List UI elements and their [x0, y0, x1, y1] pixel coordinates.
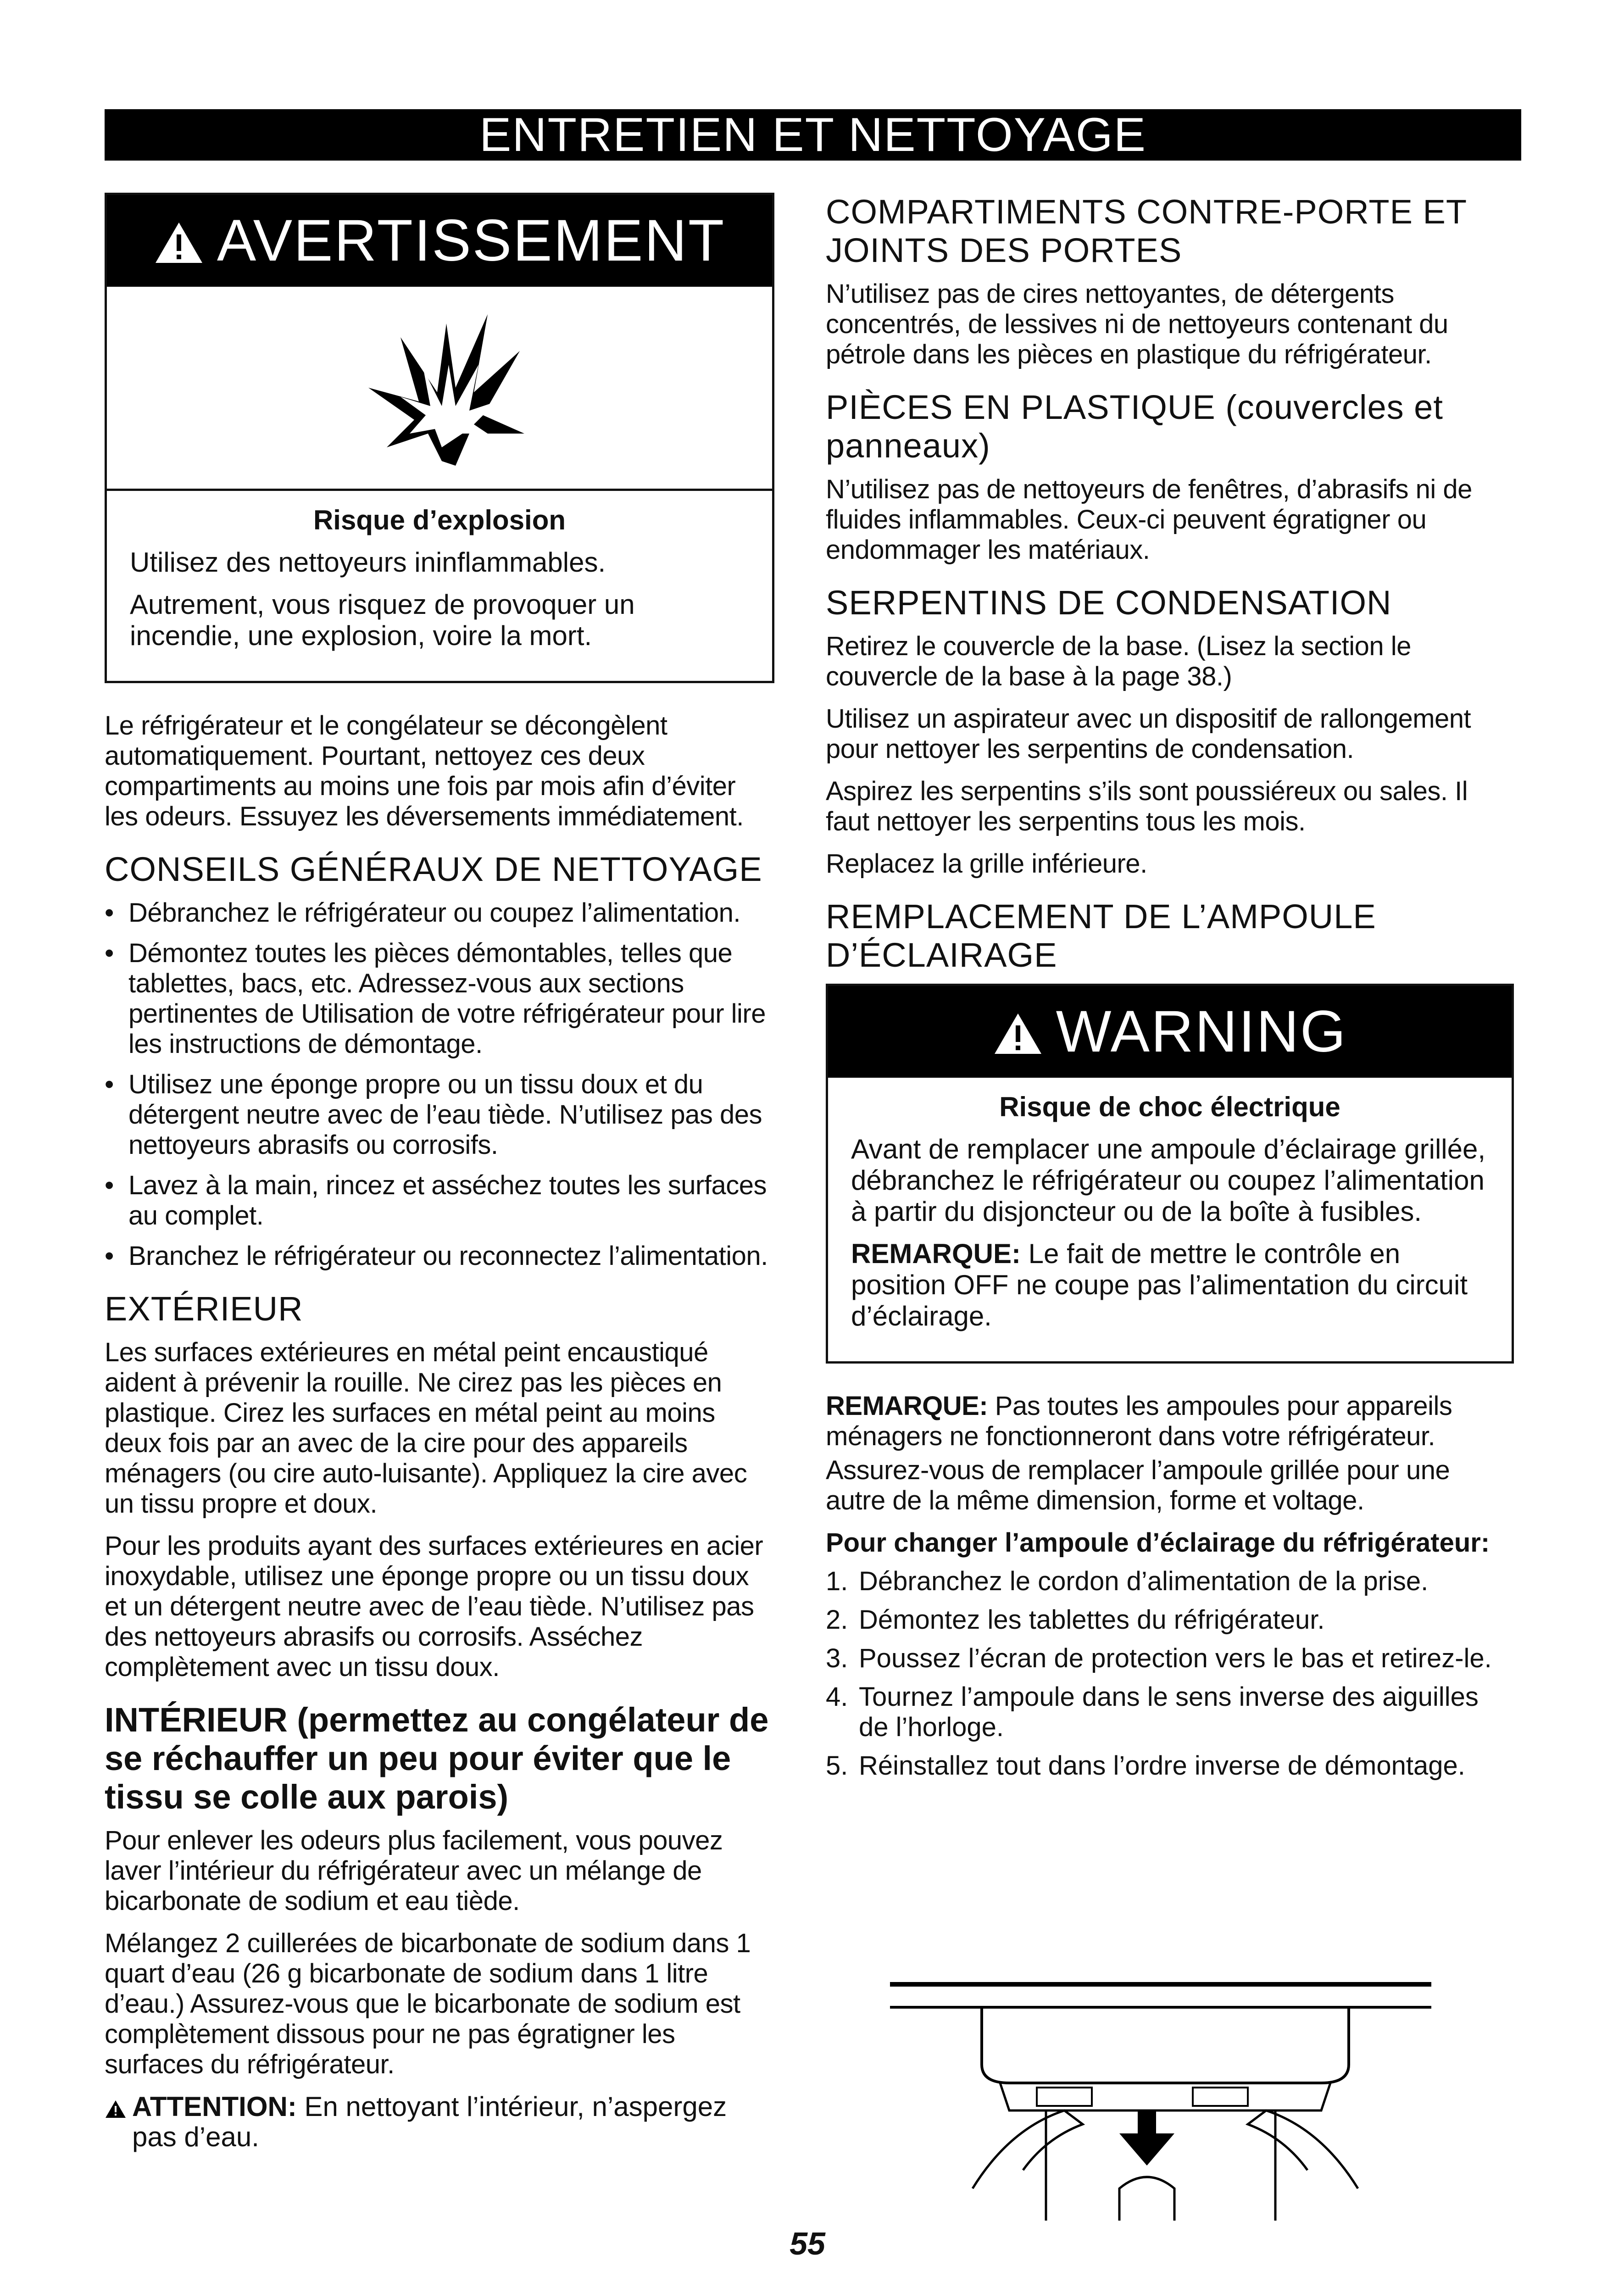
list-item: 4. Tournez l’ampoule dans le sens inverse des aiguilles de l’horloge. — [826, 1682, 1479, 1742]
list-item: • Lavez à la main, rincez et asséchez toutes les surfaces au complet. — [105, 1170, 767, 1231]
compartiments-paragraph: N’utilisez pas de cires nettoyantes, de détergents concentrés, de lessives ni de nettoyeurs contenant du pétrole dans les pièces en plastique du réfrigérateur. — [826, 279, 1448, 369]
warning-triangle-icon — [154, 199, 204, 291]
warning-line: Avant de remplacer une ampoule d’éclairage grillée, débranchez le réfrigérateur ou coupez l’alimentation à partir du disjoncteur ou de la boîte à fusibles. — [851, 1134, 1486, 1227]
section-banner: ENTRETIEN ET NETTOYAGE — [105, 109, 1521, 161]
interieur-heading: INTÉRIEUR (permettez au congélateur de se réchauffer un peu pour éviter que le tissu se colle aux parois) — [105, 1701, 769, 1816]
explosion-warning-box — [105, 193, 774, 683]
list-item: • Démontez toutes les pièces démontables, telles que tablettes, bacs, etc. Adressez-vous aux sections pertinentes de Utilisation de votre réfrigérateur pour lire les instructions de démontage. — [105, 938, 766, 1059]
electric-warning-box — [826, 984, 1514, 1364]
pieces-paragraph: N’utilisez pas de nettoyeurs de fenêtres, d’abrasifs ni de fluides inflammables. Ceux-ci peuvent égratigner ou endommager les matériaux. — [826, 474, 1472, 565]
attention-note: ATTENTION: En nettoyant l’intérieur, n’aspergez pas d’eau. — [105, 2092, 774, 2152]
serpentins-paragraph: Aspirez les serpentins s’ils sont poussiéreux ou sales. Il faut nettoyer les serpentins tous les mois. — [826, 776, 1468, 836]
intro-paragraph: Le réfrigérateur et le congélateur se décongèlent automatiquement. Pourtant, nettoyez ces deux compartiments au moins une fois par mois afin d’éviter les odeurs. Essuyez les déversements immédiatement. — [105, 711, 744, 831]
warning-risk-title: Risque de choc électrique — [999, 1091, 1340, 1122]
warning-remarque: REMARQUE: Le fait de mettre le contrôle en position OFF ne coupe pas l’alimentation du circuit d’éclairage. — [851, 1238, 1468, 1331]
page-number: 55 — [790, 2226, 825, 2261]
exterieur-heading: EXTÉRIEUR — [105, 1290, 303, 1328]
caution-triangle-icon — [105, 2094, 127, 2125]
steps-heading: Pour changer l’ampoule d’éclairage du réfrigérateur: — [826, 1528, 1490, 1558]
pieces-heading: PIÈCES EN PLASTIQUE (couvercles et panneaux) — [826, 388, 1443, 465]
warning-line: Autrement, vous risquez de provoquer un incendie, une explosion, voire la mort. — [130, 589, 635, 651]
list-item: 3. Poussez l’écran de protection vers le bas et retirez-le. — [826, 1643, 1492, 1673]
conseils-heading: CONSEILS GÉNÉRAUX DE NETTOYAGE — [105, 850, 762, 888]
warning-header — [828, 986, 1512, 1078]
warning-line: Utilisez des nettoyeurs ininflammables. — [130, 547, 606, 578]
warning-triangle-icon — [993, 990, 1043, 1082]
warning-header-text: WARNING — [1056, 999, 1347, 1064]
remarque-paragraph: Assurez-vous de remplacer l’ampoule grillée pour une autre de la même dimension, forme et voltage. — [826, 1455, 1450, 1515]
left-column — [105, 193, 774, 2152]
list-item: • Débranchez le réfrigérateur ou coupez l’alimentation. — [105, 898, 741, 928]
serpentins-heading: SERPENTINS DE CONDENSATION — [826, 584, 1392, 622]
exterieur-paragraph: Pour les produits ayant des surfaces extérieures en acier inoxydable, utilisez une éponge propre ou un tissu doux et un détergent neutre avec de l’eau tiède. N’utilisez pas des nettoyeurs abrasifs ou corrosifs. Asséchez complètement avec un tissu doux. — [105, 1531, 763, 1682]
interieur-paragraph: Pour enlever les odeurs plus facilement, vous pouvez laver l’intérieur du réfrigérateur avec un mélange de bicarbonate de sodium et eau tiède. — [105, 1826, 723, 1916]
warning-header — [107, 195, 772, 287]
explosion-icon — [107, 287, 772, 491]
serpentins-paragraph: Retirez le couvercle de la base. (Lisez la section le couvercle de la base à la page 38.) — [826, 631, 1411, 691]
list-item: 1. Débranchez le cordon d’alimentation de la prise. — [826, 1566, 1429, 1596]
conseils-list — [105, 898, 774, 1271]
interieur-paragraph: Mélangez 2 cuillerées de bicarbonate de sodium dans 1 quart d’eau (26 g bicarbonate de sodium dans 1 litre d’eau.) Assurez-vous que le bicarbonate de sodium est complètement dissous pour ne pas égratigner les surfaces du réfrigérateur. — [105, 1928, 751, 2079]
serpentins-paragraph: Replacez la grille inférieure. — [826, 849, 1147, 879]
warning-risk-title: Risque d’explosion — [313, 505, 566, 535]
steps-list — [826, 1566, 1514, 1781]
list-item: 5. Réinstallez tout dans l’ordre inverse de démontage. — [826, 1751, 1465, 1781]
warning-header-text: AVERTISSEMENT — [217, 208, 726, 273]
remplacement-heading: REMPLACEMENT DE L’AMPOULE D’ÉCLAIRAGE — [826, 897, 1376, 974]
remarque-paragraph: REMARQUE: Pas toutes les ampoules pour appareils ménagers ne fonctionneront dans votre réfrigérateur. — [826, 1391, 1452, 1451]
serpentins-paragraph: Utilisez un aspirateur avec un dispositif de rallongement pour nettoyer les serpentins de condensation. — [826, 704, 1471, 764]
exterieur-paragraph: Les surfaces extérieures en métal peint encaustiqué aident à prévenir la rouille. Ne cirez pas les pièces en plastique. Cirez les surfaces en métal peint au moins deux fois par an avec de la cire pour des appareils ménagers (ou cire auto-luisante). Appliquez la cire avec un tissu propre et doux. — [105, 1337, 747, 1519]
lamp-cover-illustration — [872, 1973, 1468, 2230]
compartiments-heading: COMPARTIMENTS CONTRE-PORTE ET JOINTS DES PORTES — [826, 193, 1467, 269]
list-item: • Utilisez une éponge propre ou un tissu doux et du détergent neutre avec de l’eau tiède. N’utilisez pas des nettoyeurs abrasifs ou corrosifs. — [105, 1069, 762, 1160]
list-item: 2. Démontez les tablettes du réfrigérateur. — [826, 1605, 1325, 1635]
list-item: • Branchez le réfrigérateur ou reconnectez l’alimentation. — [105, 1241, 768, 1271]
right-column — [826, 193, 1514, 1789]
